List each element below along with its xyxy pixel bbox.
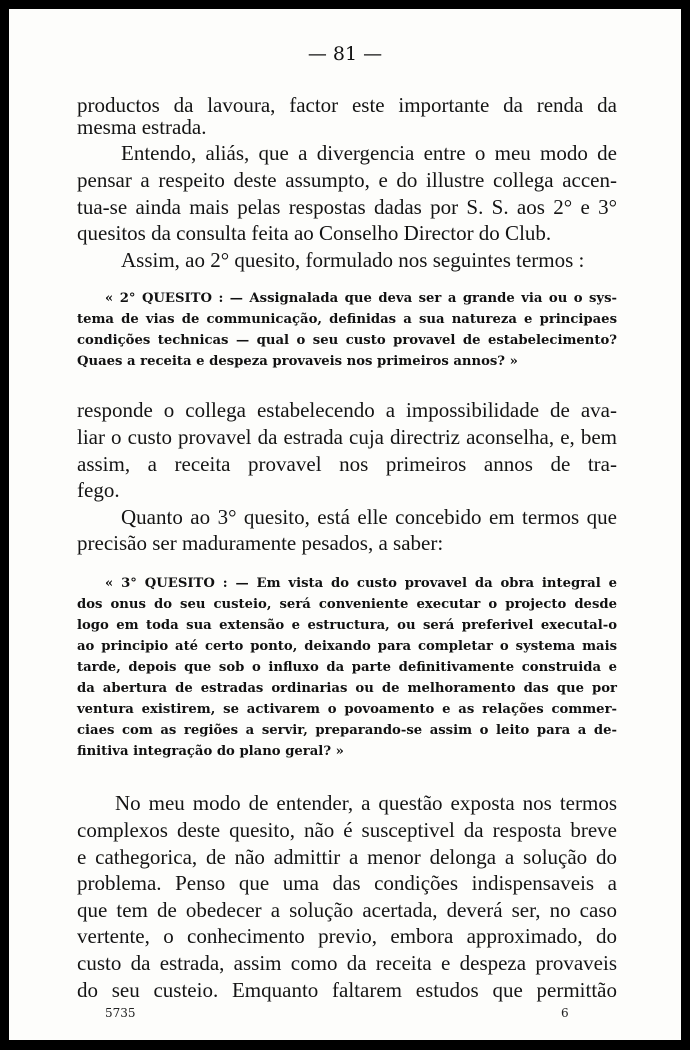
quote-line: ao principio até certo ponto, deixando para completar o systema mais: [77, 639, 617, 654]
body-line: responde o collega estabelecendo a impossibilidade de ava-: [77, 398, 617, 422]
quote-line: ventura existirem, se activarem o povoamento e as relações commer-: [77, 702, 617, 717]
body-line: custo da estrada, assim como da receita e despeza provaveis: [77, 951, 617, 975]
body-line: Entendo, aliás, que a divergencia entre o meu modo de: [121, 141, 617, 165]
body-line: e cathegorica, de não admittir a menor delonga a solução do: [77, 845, 617, 869]
quote-line: dos onus do seu custeio, será conveniente executar o projecto desde: [77, 597, 617, 612]
quote-line: ciaes com as regiões a servir, preparando-se assim o leito para a de-: [77, 723, 617, 738]
body-line: vertente, o conhecimento previo, embora approximado, do: [77, 924, 617, 948]
quote-line: da abertura de estradas ordinarias ou de melhoramento das que por: [77, 681, 617, 696]
body-line: fego.: [77, 478, 120, 502]
quote-line: « 3° QUESITO : — Em vista do custo provavel da obra integral e: [105, 576, 617, 591]
body-line: productos da lavoura, factor este importante da renda da: [77, 93, 617, 117]
body-line: quesitos da consulta feita ao Conselho Director do Club.: [77, 221, 552, 245]
body-line: complexos deste quesito, não é susceptivel da resposta breve: [77, 818, 617, 842]
quote-line: logo em toda sua extensão e estructura, ou será preferivel executal-o: [77, 618, 617, 633]
body-line: assim, a receita provavel nos primeiros annos de tra-: [77, 452, 617, 476]
body-line: Assim, ao 2° quesito, formulado nos seguintes termos :: [121, 248, 585, 272]
body-line: que tem de obedecer a solução acertada, deverá ser, no caso: [77, 898, 617, 922]
body-line: liar o custo provavel da estrada cuja directriz aconselha, e, bem: [77, 425, 617, 449]
body-line: No meu modo de entender, a questão exposta nos termos: [115, 791, 617, 815]
body-line: Quanto ao 3° quesito, está elle concebido em termos que: [121, 505, 617, 529]
quote-line: Quaes a receita e despeza provaveis nos primeiros annos? »: [77, 354, 518, 369]
signature-mark: 6: [561, 1006, 569, 1020]
body-line: mesma estrada.: [77, 115, 207, 139]
page-number: — 81 —: [307, 43, 383, 65]
quote-line: tema de vias de communicação, definidas a sua natureza e principaes: [77, 312, 617, 327]
body-line: precisão ser maduramente pesados, a saber:: [77, 531, 444, 555]
body-line: do seu custeio. Emquanto faltarem estudos que permittão: [77, 978, 617, 1002]
quote-line: condições technicas — qual o seu custo provavel de estabelecimento?: [77, 333, 617, 348]
body-line: problema. Penso que uma das condições indispensaveis a: [77, 871, 617, 895]
printer-signature: 5735: [105, 1006, 136, 1020]
quote-line: « 2° QUESITO : — Assignalada que deva ser a grande via ou o sys-: [105, 291, 617, 306]
body-line: tua-se ainda mais pelas respostas dadas por S. S. aos 2° e 3°: [77, 195, 617, 219]
book-page: [9, 9, 681, 1040]
quote-line: tarde, depois que sob o influxo da parte definitivamente construida e: [77, 660, 617, 675]
body-line: pensar a respeito deste assumpto, e do illustre collega accen-: [77, 168, 617, 192]
quote-line: finitiva integração do plano geral? »: [77, 744, 344, 759]
